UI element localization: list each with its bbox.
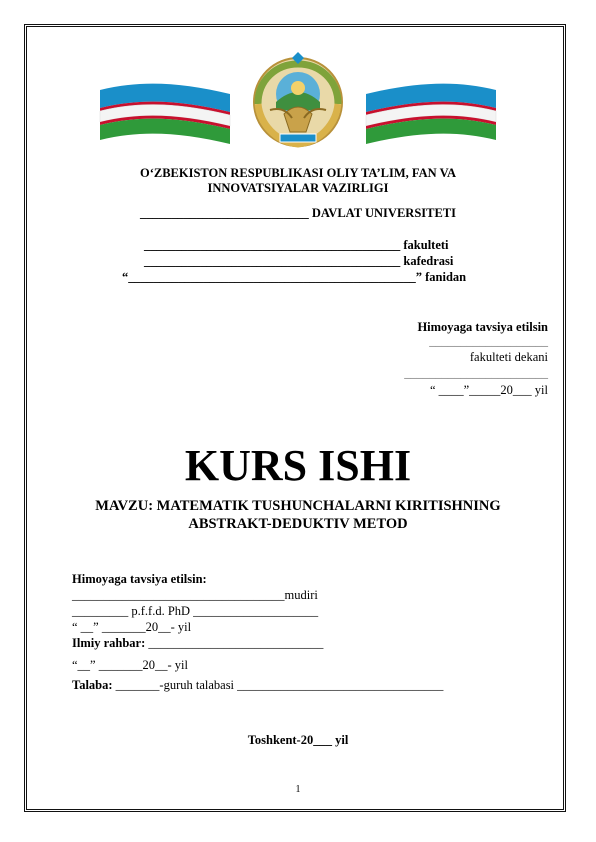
department-line: _________________________________________ kafedrasi bbox=[144, 254, 454, 268]
approval-date: “ ____”_____20___ yil bbox=[429, 383, 548, 397]
page-number: 1 bbox=[295, 784, 301, 795]
approval-bottom-title: Himoyaga tavsiya etilsin: bbox=[72, 572, 207, 586]
topic-line-1: MAVZU: MATEMATIK TUSHUNCHALARNI KIRITISHNING bbox=[95, 498, 501, 514]
faculty-line: _________________________________________ fakulteti bbox=[144, 238, 449, 252]
approval-date-1: “ __” _______20__- yil bbox=[72, 620, 192, 634]
topic-line-2: ABSTRAKT-DEDUKTIV METOD bbox=[188, 516, 408, 532]
advisor-label: Ilmiy rahbar: bbox=[72, 636, 146, 650]
approval-title: Himoyaga tavsiya etilsin bbox=[417, 320, 548, 334]
advisor-row bbox=[72, 636, 323, 651]
dean-sign-line-2: _______________________ bbox=[404, 366, 548, 380]
state-emblem-logo bbox=[80, 52, 516, 152]
department-head-line: __________________________________mudiri bbox=[72, 588, 318, 602]
subject-line: “______________________________________________” fanidan bbox=[122, 270, 467, 284]
student-label: Talaba: bbox=[72, 678, 113, 692]
university-line: ___________________________ DAVLAT UNIVERSITETI bbox=[139, 206, 457, 220]
student-line: _______-guruh talabasi _________________________________ bbox=[112, 678, 444, 692]
flag-emblem-icon bbox=[80, 52, 516, 152]
student-row bbox=[72, 678, 443, 693]
dean-sign-line: ___________________ bbox=[429, 334, 548, 348]
document-title: KURS ISHI bbox=[184, 441, 412, 490]
dean-role: fakulteti dekani bbox=[469, 350, 548, 364]
city-year: Toshkent-20___ yil bbox=[247, 733, 349, 747]
phd-line: _________ p.f.f.d. PhD ____________________ bbox=[72, 604, 319, 618]
approval-date-2: “__” _______20__- yil bbox=[72, 658, 188, 672]
ministry-line-2: INNOVATSIYALAR VAZIRLIGI bbox=[207, 181, 389, 195]
advisor-sign-line: ____________________________ bbox=[145, 636, 324, 650]
ministry-line-1: O‘ZBEKISTON RESPUBLIKASI OLIY TA’LIM, FAN VA bbox=[139, 166, 457, 180]
